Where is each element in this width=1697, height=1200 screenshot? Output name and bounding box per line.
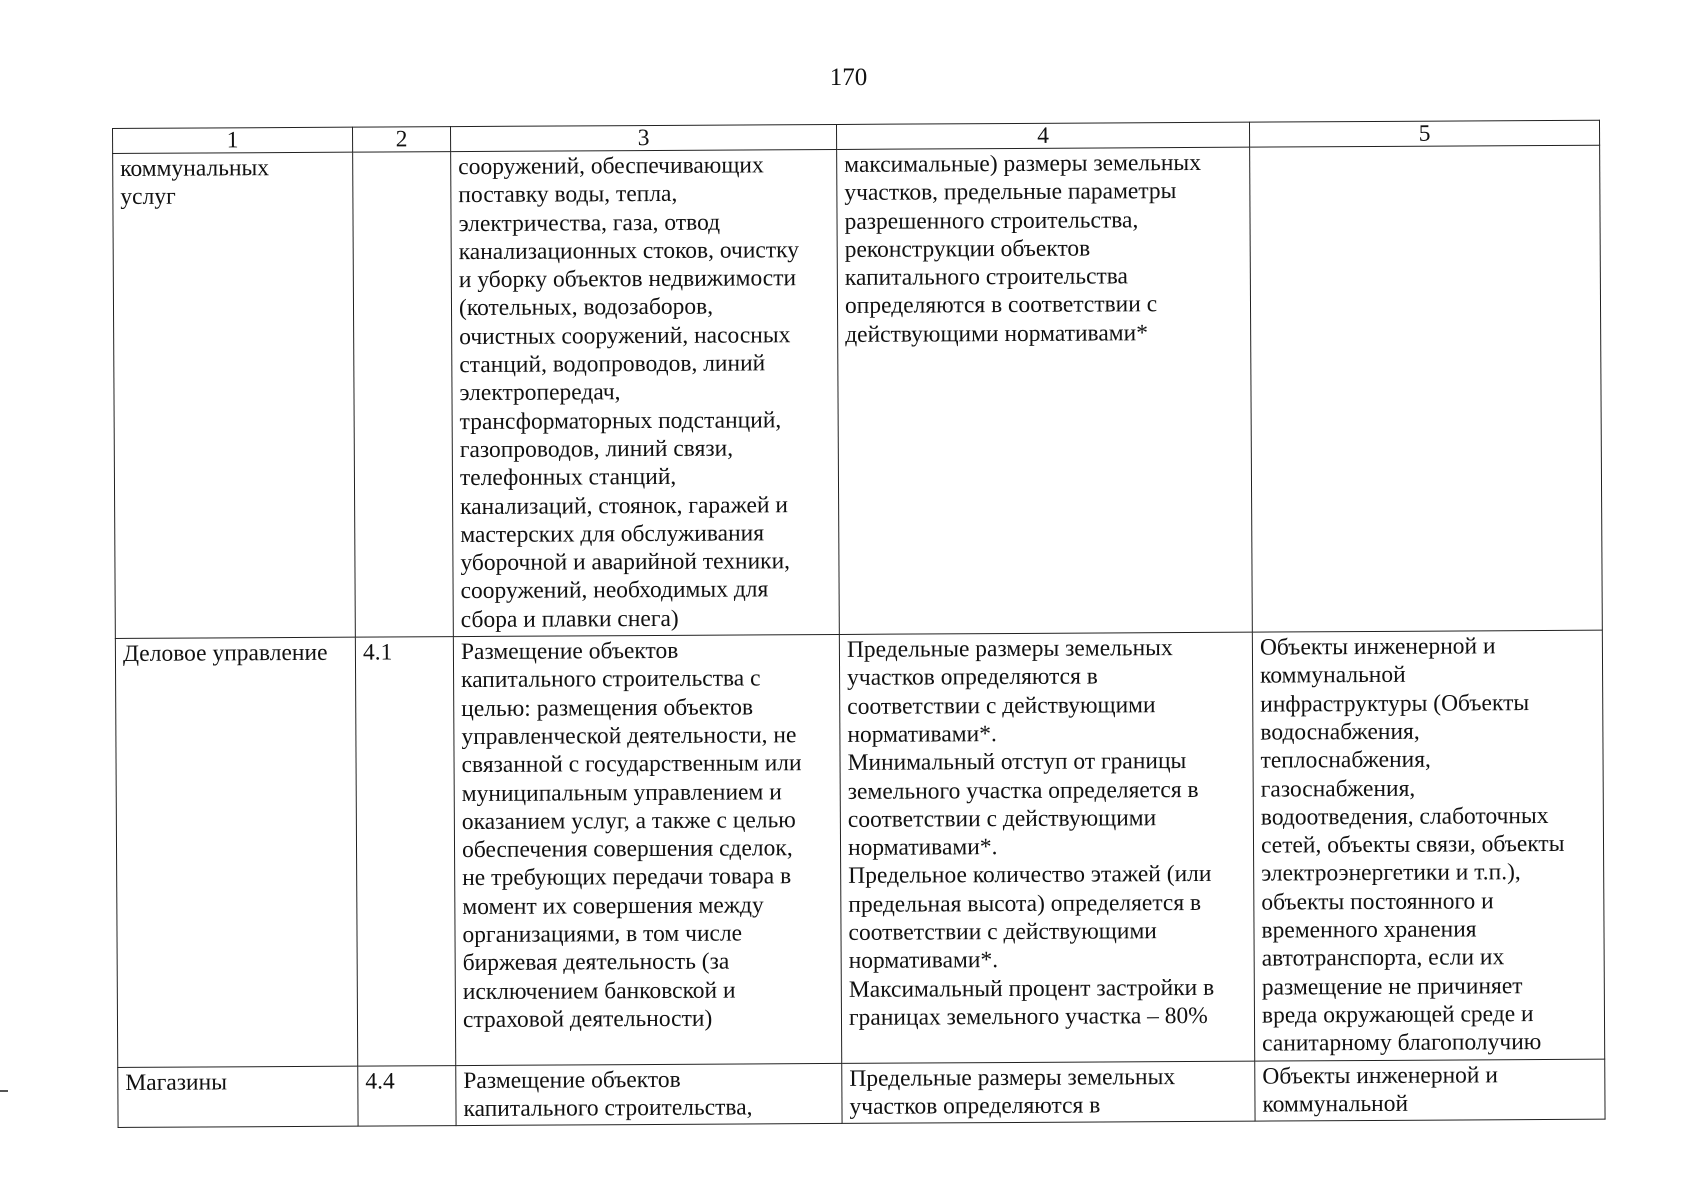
use-type-description: Размещение объектов капитального строительства, <box>456 1063 842 1126</box>
use-type-code <box>353 152 454 638</box>
construction-parameters: Предельные размеры земельных участков определяются в <box>842 1061 1255 1124</box>
construction-parameters: максимальные) размеры земельных участков, предельные параметры разрешенного строительства, реконструкции объектов капитального строительства определяются в соответствии с действующими нормативами* <box>837 147 1253 634</box>
use-type-code: 4.4 <box>358 1065 456 1126</box>
auxiliary-uses: Объекты инженерной и коммунальной инфраструктуры (Объекты водоснабжения, теплоснабжения, газоснабжения, водоотведения, слаботочных сетей, объекты связи, объекты электроэнергетики и т.п.), объекты постоянного и временного хранения автотранспорта, если их размещение не причиняет вреда окружающей среде и санитарному благополучию <box>1252 630 1604 1060</box>
use-type-code: 4.1 <box>355 637 455 1066</box>
column-header-1: 1 <box>113 127 353 153</box>
page-number: 170 <box>829 64 868 91</box>
table-row <box>115 630 1604 1067</box>
scan-margin-mark <box>0 1090 8 1092</box>
column-header-5: 5 <box>1249 120 1599 147</box>
use-type-name: коммунальных услуг <box>113 152 356 638</box>
column-header-2: 2 <box>352 127 450 153</box>
land-use-regulations-table <box>112 120 1606 1128</box>
use-type-name: Деловое управление <box>115 637 357 1067</box>
column-header-3: 3 <box>450 124 836 151</box>
auxiliary-uses: Объекты инженерной и коммунальной <box>1255 1059 1605 1122</box>
auxiliary-uses <box>1250 145 1603 632</box>
use-type-description: Размещение объектов капитального строительства с целью: размещения объектов управленческой деятельности, не связанной с государственным или муниципальным управлением и оказанием услуг, а также с целью обеспечения совершения сделок, не требующих передачи товара в момент их совершения между организациями, в том числе биржевая деятельность (за исключением банковской и страховой деятельности) <box>453 634 841 1065</box>
use-type-description: сооружений, обеспечивающих поставку воды, тепла, электричества, газа, отвод канализационных стоков, очистку и уборку объектов недвижимости (котельных, водозаборов, очистных сооружений, насосных станций, водопроводов, линий электропередач, трансформаторных подстанций, газопроводов, линий связи, телефонных станций, канализаций, стоянок, гаражей и мастерских для обслуживания уборочной и аварийной техники, сооружений, необходимых для сбора и плавки снега) <box>451 149 840 636</box>
column-header-4: 4 <box>836 122 1249 149</box>
table-row <box>113 145 1603 638</box>
use-type-name: Магазины <box>118 1066 358 1128</box>
table-row <box>118 1059 1605 1128</box>
construction-parameters: Предельные размеры земельных участков определяются в соответствии с действующими нормативами*. Минимальный отступ от границы земельного участка определяется в соответствии с действующими нормативами*. Предельное количество этажей (или предельная высота) определяется в соответствии с действующими нормативами*. Максимальный процент застройки в границах земельного участка – 80% <box>839 632 1254 1063</box>
